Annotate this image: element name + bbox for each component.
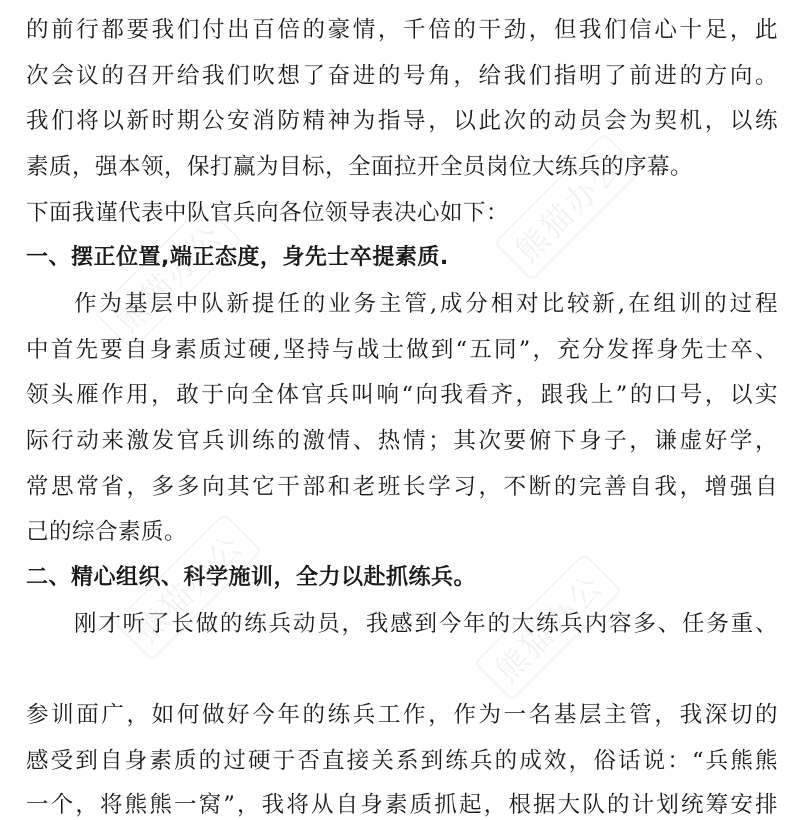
text-line-14: 刚才听了长做的练兵动员，我感到今年的大练兵内容多、任务重、 [74,611,778,637]
text-line-8: 中首先要自身素质过硬,坚持与战士做到“五同”，充分发挥身先士卒、 [26,337,778,363]
text-line-3: 我们将以新时期公安消防精神为指导，以此次的动员会为契机，以练 [26,108,778,134]
watermark-text: 熊猫办公 [487,566,611,690]
text-line-11: 常思常省，多多向其它干部和老班长学习，不断的完善自我，增强自 [26,474,778,500]
watermark-text: 熊猫办公 [127,526,251,650]
watermark-text: 熊猫办公 [507,146,631,270]
text-line-4: 素质，强本领，保打赢为目标，全面拉开全员岗位大练兵的序幕。 [26,154,694,180]
text-line-12: 己的综合素质。 [26,519,188,545]
watermark-text: 熊猫办公 [107,216,231,340]
text-line-10: 际行动来激发官兵训练的激情、热情；其次要俯下身子，谦虚好学， [26,428,778,454]
text-line-16: 感受到自身素质的过硬于否直接关系到练兵的成效，俗话说：“兵熊熊 [26,748,778,774]
text-line-5: 下面我谨代表中队官兵向各位领导表决心如下： [26,200,510,226]
text-line-17: 一个，将熊熊一窝”，我将从自身素质抓起，根据大队的计划统筹安排 [26,792,778,818]
section-heading-1: 一、摆正位置,端正态度，身先士卒提素质. [26,245,449,270]
text-line-9: 领头雁作用，敢于向全体官兵叫响“向我看齐，跟我上”的口号，以实 [26,382,778,408]
section-heading-2: 二、精心组织、科学施训，全力以赴抓练兵。 [26,565,477,590]
text-line-15: 参训面广，如何做好今年的练兵工作，作为一名基层主管，我深切的 [26,702,778,728]
text-line-2: 次会议的召开给我们吹想了奋进的号角，给我们指明了前进的方向。 [26,63,778,89]
text-line-7: 作为基层中队新提任的业务主管,成分相对比较新,在组训的过程 [74,291,778,317]
text-line-1: 的前行都要我们付出百倍的豪情，千倍的干劲，但我们信心十足，此 [26,17,778,43]
